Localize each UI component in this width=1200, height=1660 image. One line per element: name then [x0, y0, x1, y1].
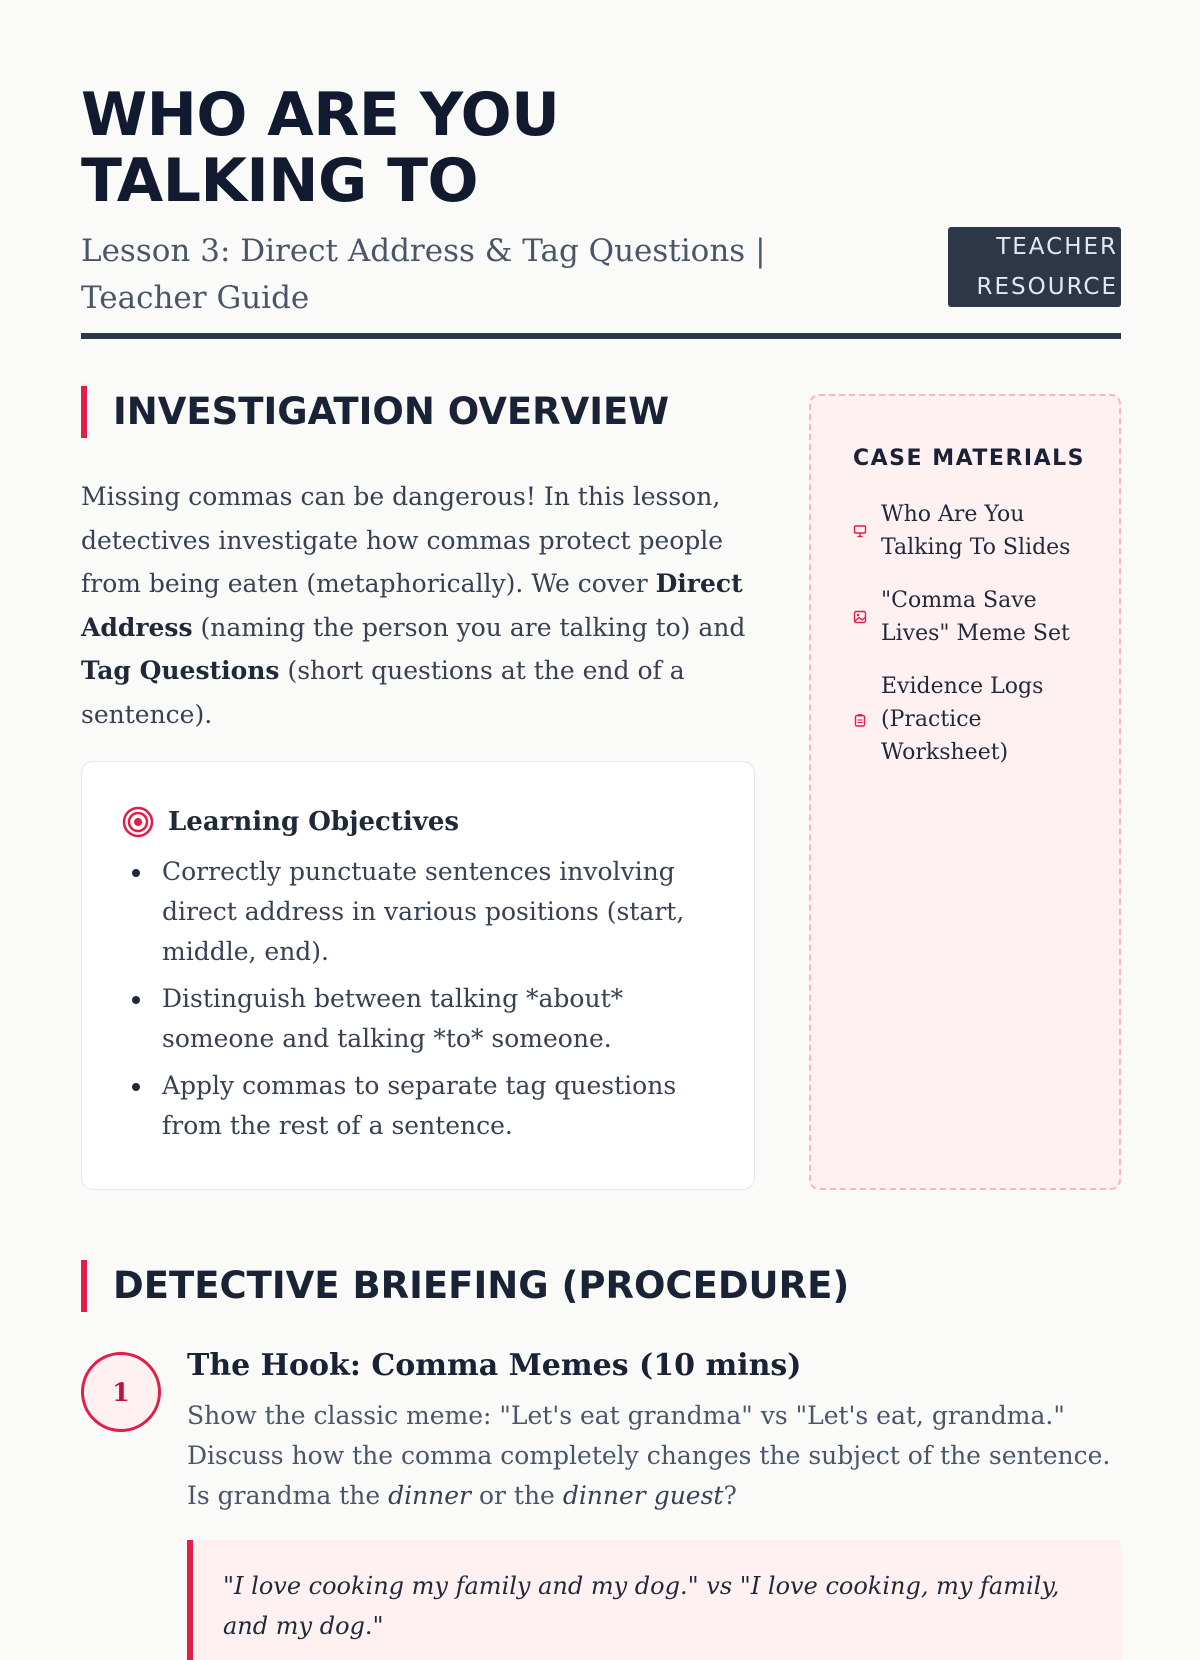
objective-item: Apply commas to separate tag questions from the rest of a sentence.	[122, 1066, 714, 1146]
step-text-3: ?	[723, 1481, 737, 1510]
materials-title: CASE MATERIALS	[853, 446, 1085, 471]
image-icon	[853, 610, 867, 624]
overview-text-1: Missing commas can be dangerous! In this lesson, detectives investigate how commas protect people from being eaten (metaphorically). We cover	[81, 482, 724, 598]
objectives-list	[122, 852, 714, 1146]
overview-text-2: (naming the person you are talking to) and	[192, 612, 746, 642]
material-label: "Comma Save Lives" Meme Set	[881, 588, 1070, 646]
learning-objectives-card	[81, 761, 755, 1190]
step-text-2: or the	[471, 1481, 563, 1510]
procedure-heading: DETECTIVE BRIEFING (PROCEDURE)	[81, 1260, 849, 1312]
objectives-header	[122, 806, 714, 838]
overview-paragraph	[81, 475, 761, 736]
step-text-1: Show the classic meme: "Let's eat grandma" vs "Let's eat, grandma." Discuss how the comma completely changes the subject of the sentence. Is grandma the	[187, 1401, 1111, 1510]
step-em-dinner-guest: dinner guest	[562, 1481, 724, 1510]
material-worksheet[interactable]	[853, 670, 1099, 769]
step-number-badge: 1	[81, 1352, 161, 1432]
material-memes[interactable]	[853, 584, 1099, 650]
materials-list	[853, 498, 1099, 769]
step-description	[187, 1396, 1121, 1516]
example-quote: "I love cooking my family and my dog." vs "I love cooking, my family, and my dog."	[187, 1540, 1121, 1660]
overview-text-3: (short questions at the end of a sentence).	[81, 656, 685, 729]
document-header	[81, 82, 1121, 322]
teacher-resource-badge: TEACHER RESOURCE	[948, 227, 1121, 307]
case-materials-panel	[809, 394, 1121, 1190]
term-direct-address: Direct Address	[81, 569, 743, 642]
objective-item: Correctly punctuate sentences involving direct address in various positions (start, middle, end).	[122, 852, 714, 972]
material-slides[interactable]	[853, 498, 1099, 564]
material-label: Evidence Logs (Practice Worksheet)	[881, 674, 1044, 765]
clipboard-icon	[853, 713, 867, 727]
presentation-icon	[853, 524, 867, 538]
page-title: WHO ARE YOU TALKING TO	[81, 80, 560, 216]
step-em-dinner: dinner	[388, 1481, 472, 1510]
material-label: Who Are You Talking To Slides	[881, 502, 1071, 560]
header-divider	[81, 333, 1121, 339]
step-body	[187, 1344, 1121, 1660]
objectives-title: Learning Objectives	[168, 807, 460, 837]
overview-heading: INVESTIGATION OVERVIEW	[81, 386, 669, 438]
page-subtitle: Lesson 3: Direct Address & Tag Questions | Teacher Guide	[81, 233, 766, 316]
step-title: The Hook: Comma Memes (10 mins)	[187, 1348, 802, 1383]
target-icon	[122, 806, 154, 838]
objective-item: Distinguish between talking *about* someone and talking *to* someone.	[122, 979, 714, 1059]
term-tag-questions: Tag Questions	[81, 656, 280, 685]
